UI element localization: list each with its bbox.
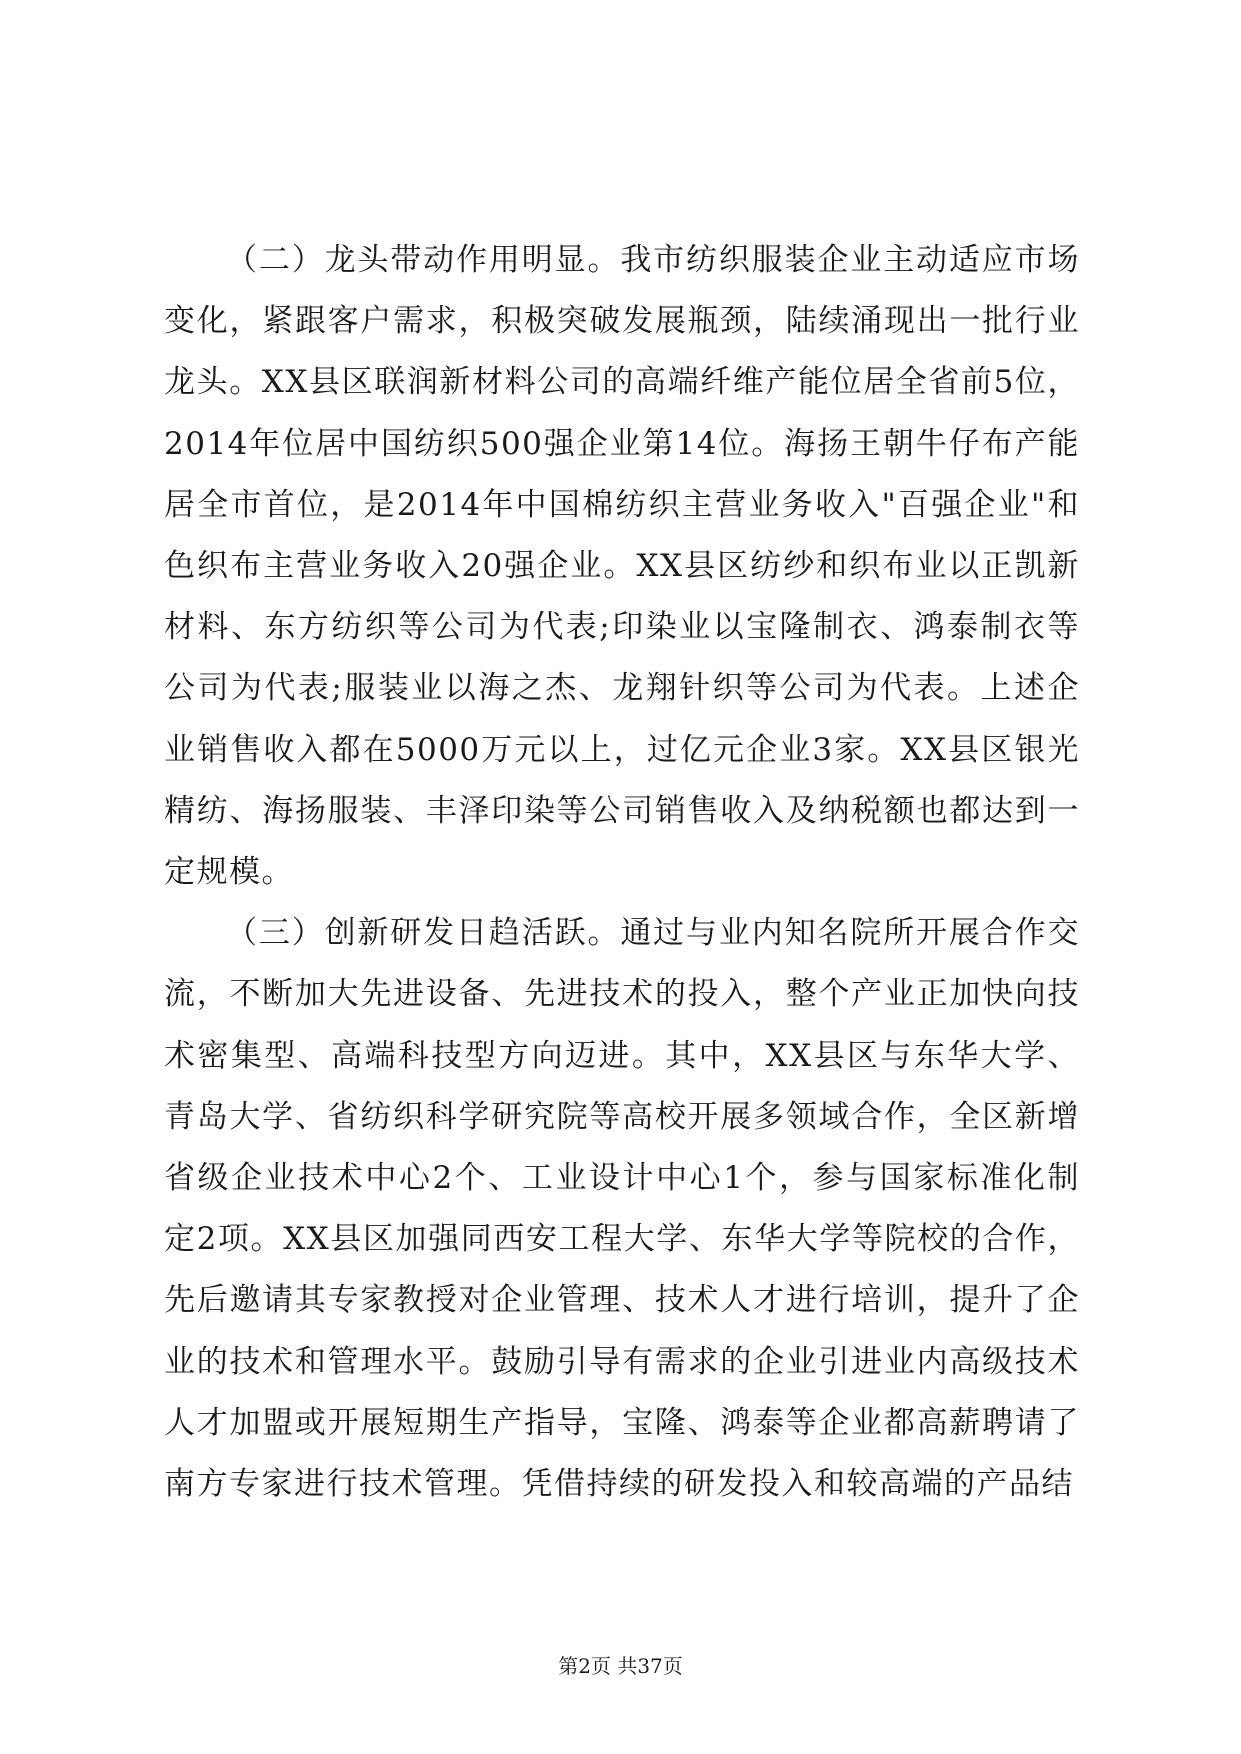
paragraph-innovation-rd: （三）创新研发日趋活跃。通过与业内知名院所开展合作交流，不断加大先进设备、先进技术的投入，整个产业正加快向技术密集型、高端科技型方向迈进。其中，XX县区与东华大学、青岛大学、省纺织科学研究院等高校开展多领域合作，全区新增省级企业技术中心2个、工业设计中心1个，参与国家标准化制定2项。XX县区加强同西安工程大学、东华大学等院校的合作，先后邀请其专家教授对企业管理、技术人才进行培训，提升了企业的技术和管理水平。鼓励引导有需求的企业引进业内高级技术人才加盟或开展短期生产指导，宝隆、鸿泰等企业都高薪聘请了南方专家进行技术管理。凭借持续的研发投入和较高端的产品结 xyxy=(164,915,1080,1503)
paragraph-leading-enterprises: （二）龙头带动作用明显。我市纺织服装企业主动适应市场变化，紧跟客户需求，积极突破发展瓶颈，陆续涌现出一批行业龙头。XX县区联润新材料公司的高端纤维产能位居全省前5位，2014年位居中国纺织500强企业第14位。海扬王朝牛仔布产能居全市首位，是2014年中国棉纺织主营业务收入"百强企业"和色织布主营业务收入20强企业。XX县区纺纱和织布业以正凯新材料、东方纺织等公司为代表;印染业以宝隆制衣、鸿泰制衣等公司为代表;服装业以海之杰、龙翔针织等公司为代表。上述企业销售收入都在5000万元以上，过亿元企业3家。XX县区银光精纺、海扬服装、丰泽印染等公司销售收入及纳税额也都达到一定规模。 xyxy=(164,242,1080,891)
body-text xyxy=(164,230,1080,1515)
page-footer: 第2页 共37页 xyxy=(558,1654,683,1678)
